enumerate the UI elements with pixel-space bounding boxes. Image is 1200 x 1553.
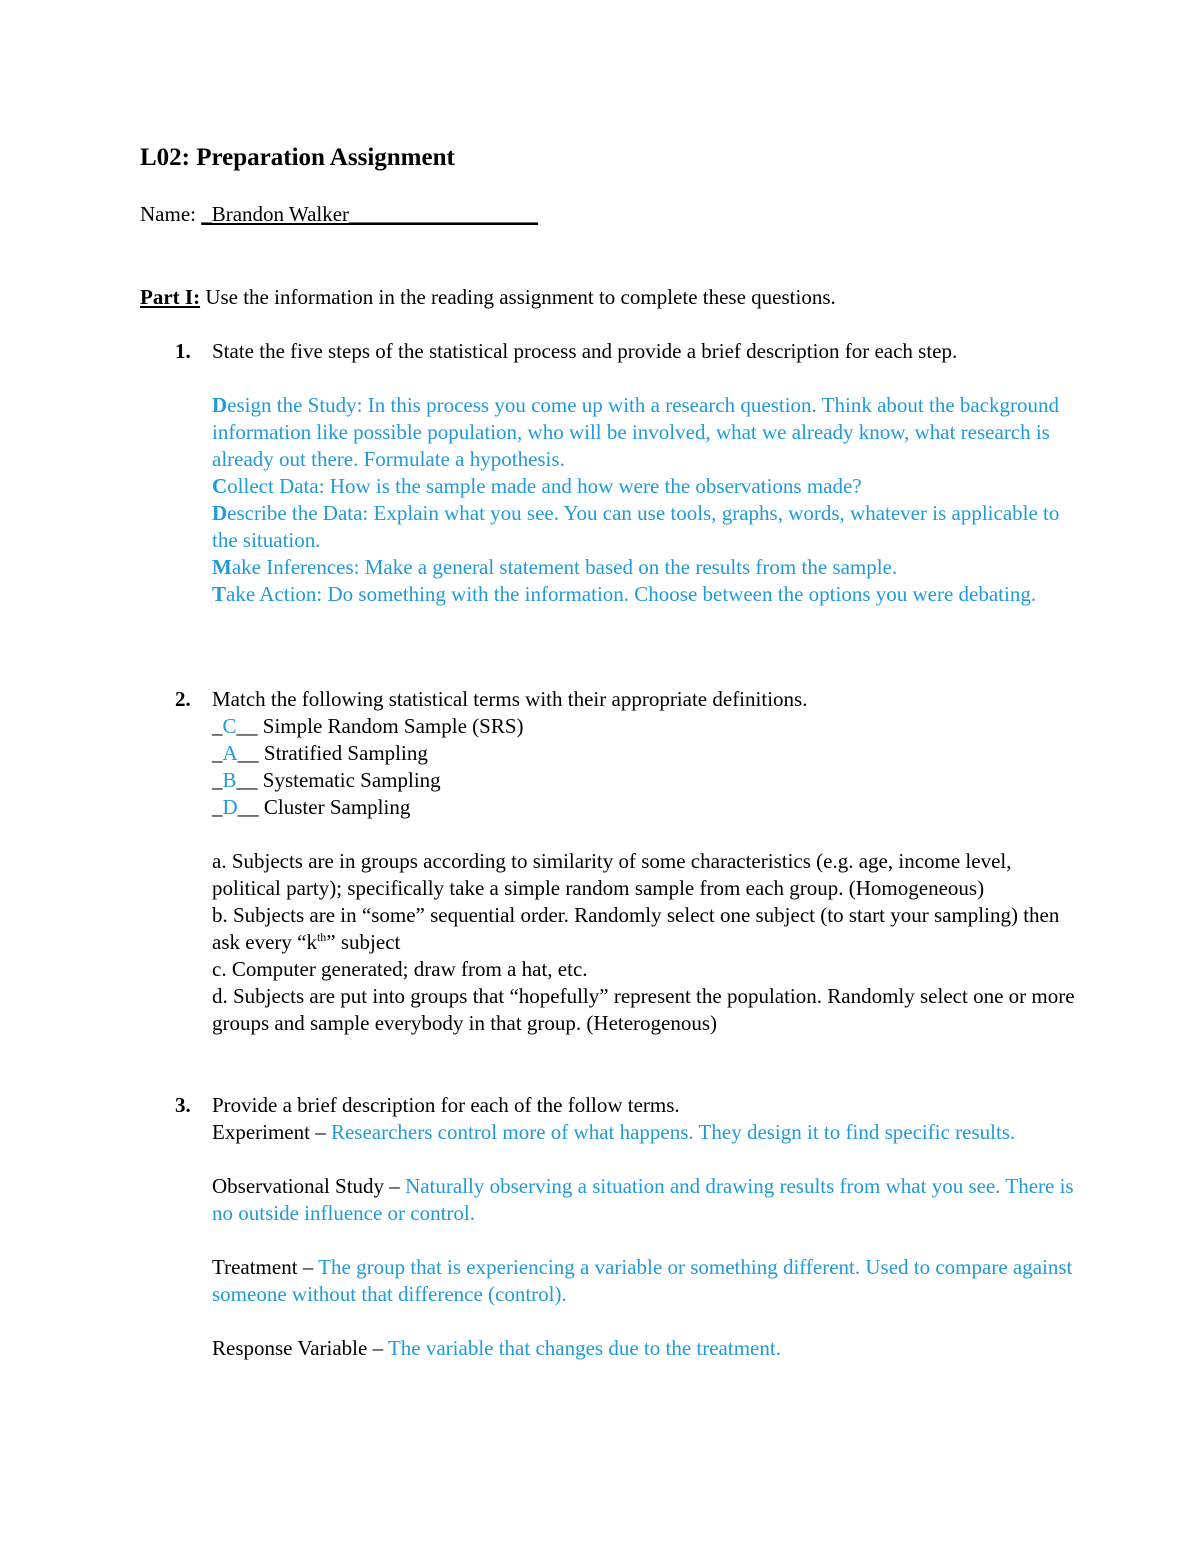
student-name: _Brandon Walker__________________ [201, 202, 539, 226]
name-label: Name: [140, 202, 196, 226]
question-3 [175, 1092, 1075, 1362]
step-item [212, 581, 1075, 608]
superscript: th [316, 930, 327, 944]
match-term: __ Simple Random Sample (SRS) [236, 714, 524, 738]
blank-prefix: _ [212, 714, 223, 738]
definition-c: c. Computer generated; draw from a hat, etc. [212, 957, 588, 981]
term-answer: Researchers control more of what happens. They design it to find specific results. [330, 1120, 1016, 1144]
definition-d: d. Subjects are put into groups that “hopefully” represent the population. Randomly select one or more groups and sample everybody in that group. (Heterogenous) [212, 984, 1075, 1035]
term-label: Experiment – [212, 1120, 331, 1144]
question-number: 1. [175, 339, 191, 363]
match-term: __ Stratified Sampling [237, 741, 428, 765]
term-entry [212, 1254, 1075, 1308]
term-label: Response Variable – [212, 1336, 388, 1360]
match-letter: B [222, 768, 237, 792]
term-label: Observational Study – [212, 1174, 406, 1198]
definition-b [212, 902, 1075, 956]
step-text: escribe the Data: Explain what you see. You can use tools, graphs, words, whatever is applicable to the situation. [212, 501, 1060, 552]
term-answer: Naturally observing a situation and drawing results from what you see. There is no outside influence or control. [212, 1174, 1074, 1225]
match-item [212, 767, 1075, 794]
match-letter: A [222, 741, 238, 765]
page-title: L02: Preparation Assignment [140, 144, 455, 171]
part-heading [140, 284, 836, 311]
match-item [212, 794, 1075, 821]
question-number: 2. [175, 687, 191, 711]
term-answer: The group that is experiencing a variable or something different. Used to compare against someone without that difference (control). [212, 1255, 1073, 1306]
step-item [212, 392, 1075, 473]
term-label: Treatment – [212, 1255, 319, 1279]
step-text: ake Inferences: Make a general statement based on the results from the sample. [231, 555, 898, 579]
match-letter: D [222, 795, 238, 819]
question-prompt: Match the following statistical terms with their appropriate definitions. [212, 687, 808, 711]
question-1 [175, 338, 1075, 608]
question-number: 3. [175, 1093, 191, 1117]
blank-prefix: _ [212, 741, 223, 765]
term-entry [212, 1335, 1075, 1362]
step-text: ollect Data: How is the sample made and how were the observations made? [227, 474, 862, 498]
step-text: ake Action: Do something with the information. Choose between the options you were debating. [226, 582, 1037, 606]
blank-prefix: _ [212, 795, 223, 819]
step-item [212, 554, 1075, 581]
match-term: __ Cluster Sampling [237, 795, 411, 819]
step-initial: D [212, 393, 228, 417]
question-prompt: Provide a brief description for each of the follow terms. [212, 1093, 680, 1117]
question-2 [175, 686, 1075, 1037]
question-prompt: State the five steps of the statistical process and provide a brief description for each step. [212, 339, 958, 363]
match-term: __ Systematic Sampling [236, 768, 441, 792]
match-letter: C [222, 714, 237, 738]
answer-steps [212, 392, 1075, 608]
part-instructions: Use the information in the reading assignment to complete these questions. [200, 285, 836, 309]
name-line [140, 201, 538, 228]
blank-prefix: _ [212, 768, 223, 792]
term-entry [212, 1119, 1075, 1146]
definition-a: a. Subjects are in groups according to similarity of some characteristics (e.g. age, income level, political party); specifically take a simple random sample from each group. (Homogeneous) [212, 849, 1012, 900]
definition-b-end: ” subject [326, 930, 401, 954]
step-item [212, 500, 1075, 554]
step-initial: T [212, 582, 227, 606]
definition-b-text: b. Subjects are in “some” sequential order. Randomly select one subject (to start your sampling) then ask every “k [212, 903, 1060, 954]
part-label: Part I: [140, 285, 201, 309]
step-text: esign the Study: In this process you come up with a research question. Think about the background information like possible population, who will be involved, what we already know, what research is already out there. Formulate a hypothesis. [212, 393, 1060, 471]
match-item [212, 740, 1075, 767]
term-answer: The variable that changes due to the treatment. [387, 1336, 781, 1360]
step-initial: C [212, 474, 228, 498]
step-item [212, 473, 1075, 500]
step-initial: D [212, 501, 228, 525]
match-item [212, 713, 1075, 740]
step-initial: M [212, 555, 232, 579]
term-entry [212, 1173, 1075, 1227]
